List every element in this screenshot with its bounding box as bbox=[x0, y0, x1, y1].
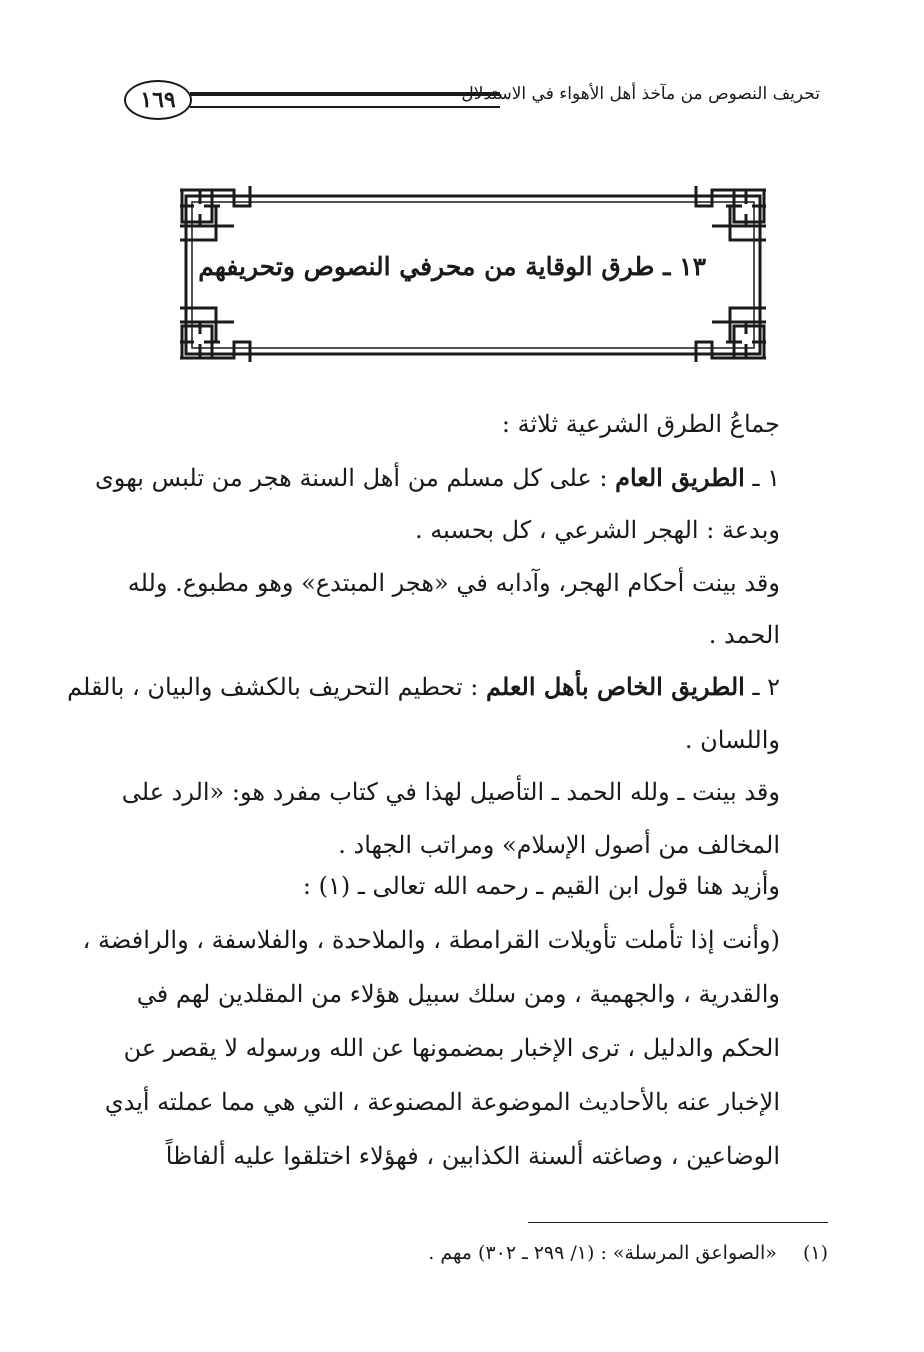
text-line: الإخبار عنه بالأحاديث الموضوعة المصنوعة ، التي هي مما عملته أيدي bbox=[104, 1088, 780, 1116]
footnote-text: «الصواعق المرسلة» : (١/ ٢٩٩ ـ ٣٠٢) مهم . bbox=[428, 1242, 777, 1264]
text-line: وبدعة : الهجر الشرعي ، كل بحسبه . bbox=[415, 516, 780, 544]
text-line: وقد بينت ـ ولله الحمد ـ التأصيل لهذا في كتاب مفرد هو: «الرد على bbox=[121, 778, 780, 806]
bold-term: الطريق العام bbox=[615, 463, 745, 492]
text-line: والقدرية ، والجهمية ، ومن سلك سبيل هؤلاء من المقلدين لهم في bbox=[136, 980, 780, 1008]
text-line: الحمد . bbox=[708, 621, 780, 649]
bold-term: الطريق الخاص بأهل العلم bbox=[486, 672, 745, 701]
section-title: ١٣ ـ طرق الوقاية من محرفي النصوص وتحريفهم bbox=[198, 252, 706, 281]
header-rule bbox=[190, 92, 500, 108]
running-header bbox=[120, 72, 820, 128]
text-line: واللسان . bbox=[684, 726, 780, 754]
running-title: تحريف النصوص من مآخذ أهل الأهواء في الاستدلال bbox=[461, 84, 820, 104]
text-line: وقد بينت أحكام الهجر، وآدابه في «هجر المبتدع» وهو مطبوع. ولله bbox=[127, 569, 780, 597]
text-line: المخالف من أصول الإسلام» ومراتب الجهاد . bbox=[338, 831, 780, 859]
text-line: الوضاعين ، وصاغته ألسنة الكذابين ، فهؤلاء اختلقوا عليه ألفاظاً bbox=[165, 1142, 780, 1170]
footnote-number: (١) bbox=[802, 1242, 828, 1264]
text-line: الحكم والدليل ، ترى الإخبار بمضمونها عن الله ورسوله لا يقصر عن bbox=[123, 1034, 780, 1062]
text-line: (وأنت إذا تأملت تأويلات القرامطة ، والملاحدة ، والفلاسفة ، والرافضة ، bbox=[82, 926, 780, 954]
footnote bbox=[300, 1242, 828, 1264]
section-title-frame bbox=[180, 186, 766, 362]
text-line: وأزيد هنا قول ابن القيم ـ رحمه الله تعالى ـ (١) : bbox=[302, 872, 780, 900]
text-line: ١ ـ الطريق العام : على كل مسلم من أهل السنة هجر من تلبس بهوى bbox=[95, 463, 780, 492]
text-line: جماعُ الطرق الشرعية ثلاثة : bbox=[501, 410, 780, 438]
text-line: ٢ ـ الطريق الخاص بأهل العلم : تحطيم التحريف بالكشف والبيان ، بالقلم bbox=[67, 672, 780, 701]
footnote-divider bbox=[528, 1222, 828, 1223]
page-number: ١٦٩ bbox=[124, 80, 192, 120]
